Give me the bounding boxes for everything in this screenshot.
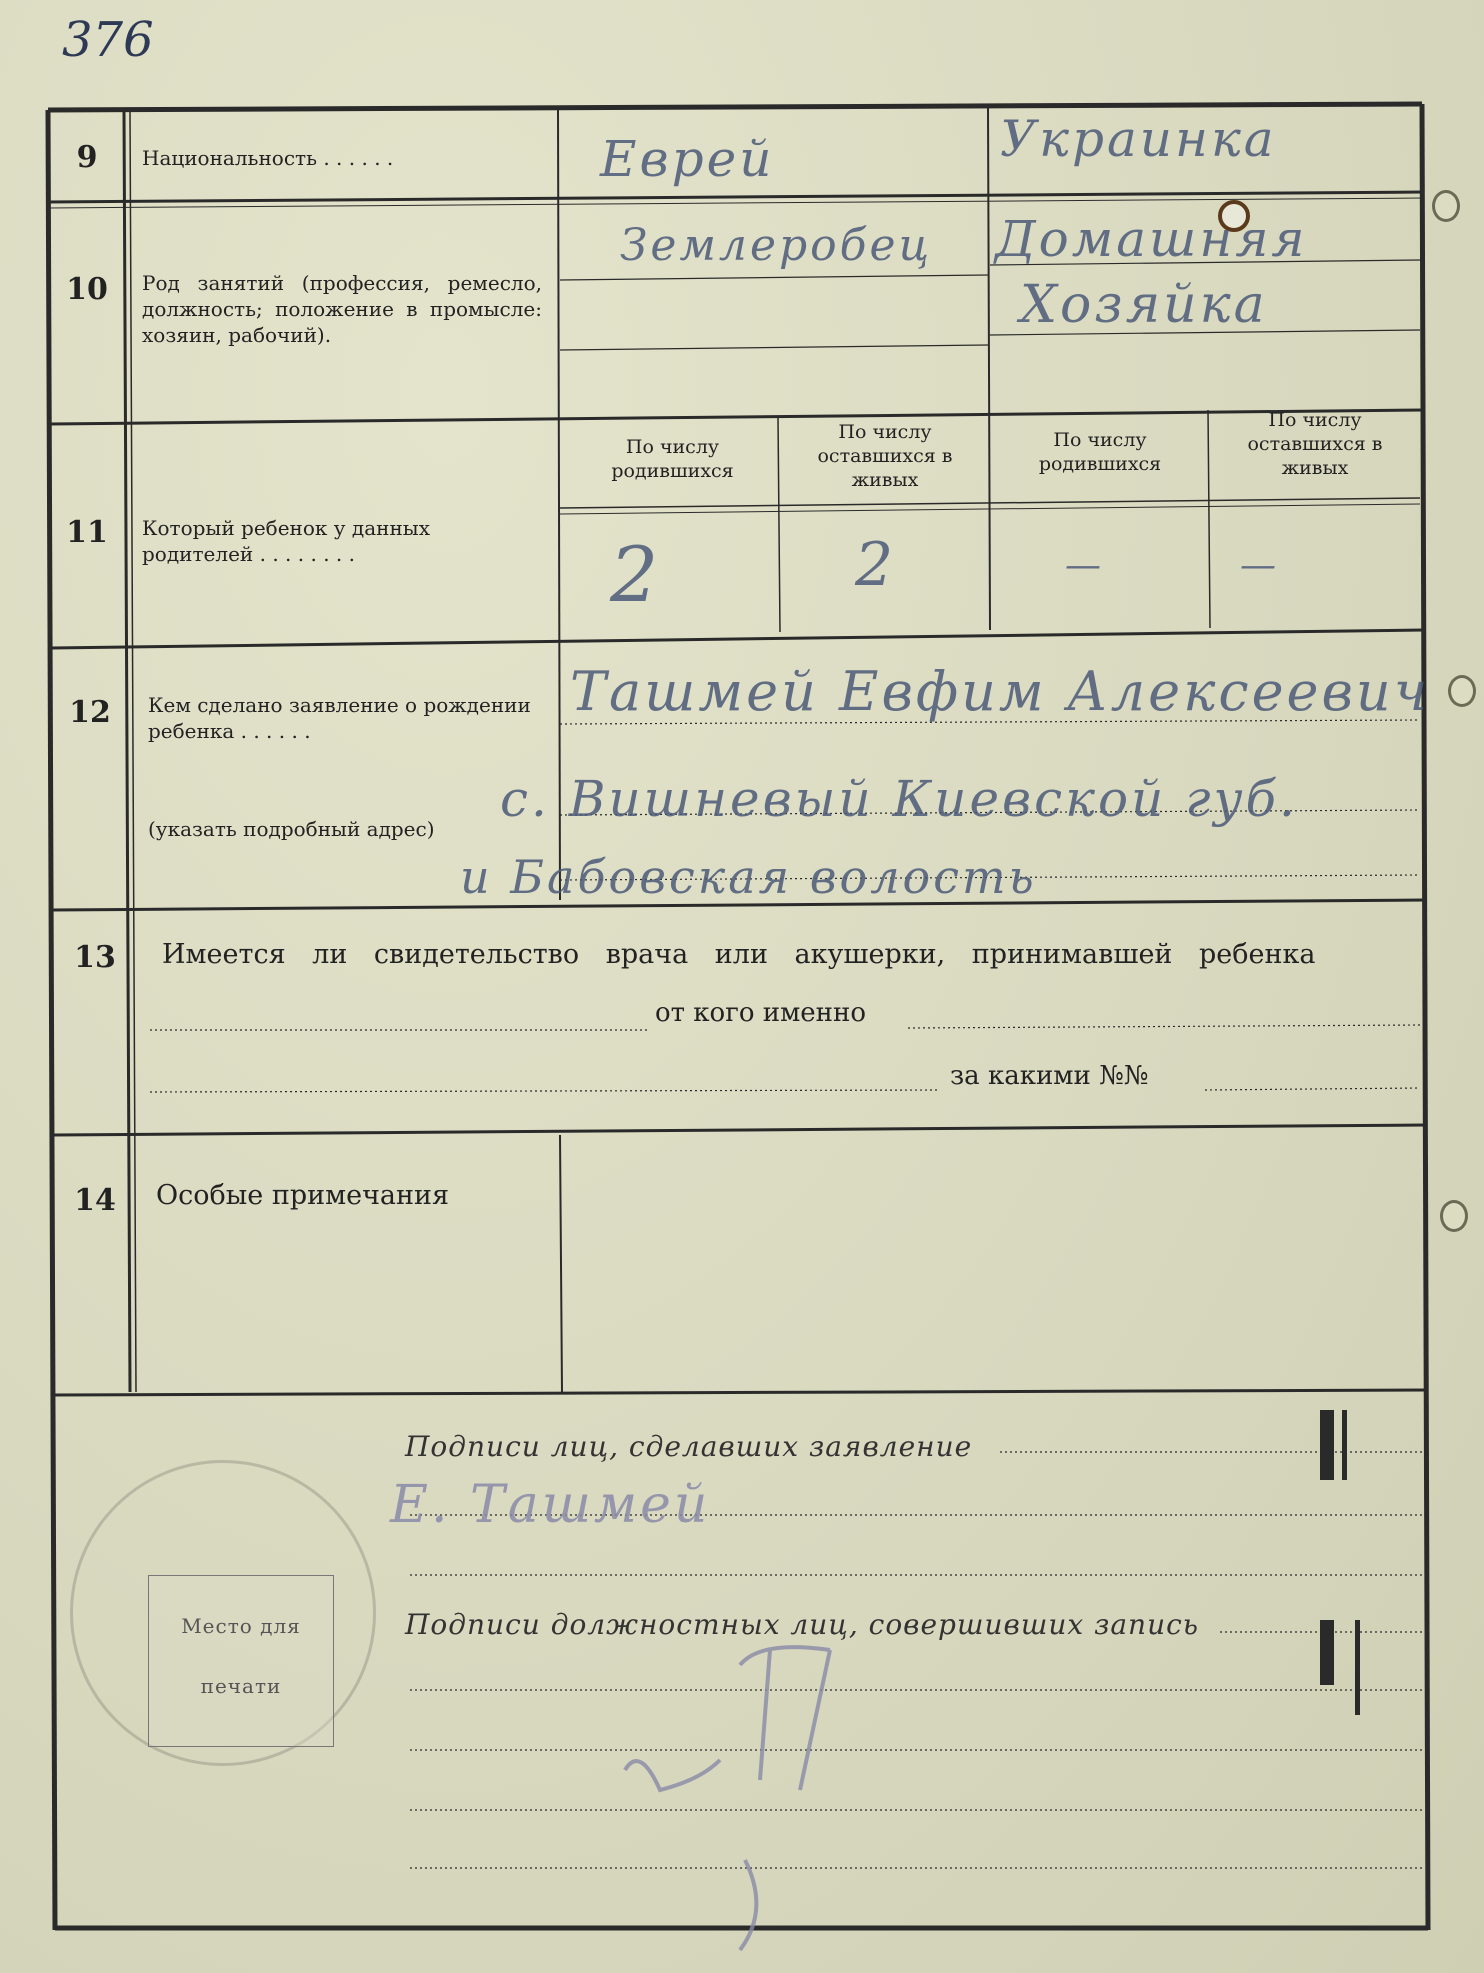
row-number: 11 bbox=[66, 515, 108, 550]
handwritten-value: с. Вишневый Киевской губ. bbox=[500, 770, 1298, 828]
address-hint: (указать подробный адрес) bbox=[148, 817, 435, 841]
page-number: 376 bbox=[62, 12, 154, 68]
handwritten-value: Ташмей Евфим Алексеевич bbox=[570, 660, 1431, 723]
handwritten-value: Домашняя bbox=[995, 210, 1308, 268]
row-label: от кого именно bbox=[655, 998, 866, 1028]
handwritten-value: — bbox=[1065, 545, 1104, 586]
stamp-label: печати bbox=[200, 1674, 282, 1698]
column-header: По числу оставшихся в живых bbox=[1247, 409, 1383, 479]
handwritten-value: Хозяйка bbox=[1020, 275, 1268, 335]
row-number: 9 bbox=[76, 140, 98, 175]
row-number: 12 bbox=[69, 695, 111, 730]
column-header: По числу родившихся bbox=[611, 436, 734, 482]
row-number: 14 bbox=[74, 1183, 116, 1218]
row-label: Особые примечания bbox=[156, 1180, 450, 1211]
column-header: По числу родившихся bbox=[1038, 429, 1162, 475]
row-number: 10 bbox=[66, 272, 108, 307]
stamp-label: Место для bbox=[181, 1614, 301, 1638]
officials-signature-label: Подписи должностных лиц, совершивших запись bbox=[405, 1608, 1200, 1641]
row-label: Кем сделано заявление о рождении ребенка . . . . . . bbox=[148, 693, 531, 743]
handwritten-value: и Бабовская волость bbox=[460, 850, 1037, 904]
row-label: Род занятий (профессия, ремесло, должность; положение в промысле: хозяин, рабочий). bbox=[142, 271, 542, 347]
row-label: Который ребенок у данных родителей . . . . . . . . bbox=[142, 516, 430, 566]
handwritten-value: Украинка bbox=[1000, 110, 1277, 168]
row-number: 13 bbox=[74, 940, 116, 975]
stamp-place bbox=[148, 1575, 334, 1747]
applicant-signature: Е. Ташмей bbox=[390, 1475, 711, 1535]
row-label: за какими №№ bbox=[950, 1061, 1149, 1091]
row-label: Национальность . . . . . . bbox=[142, 146, 394, 170]
row-label: Имеется ли свидетельство врача или акушерки, принимавшей ребенка bbox=[162, 939, 1316, 970]
handwritten-value: 2 bbox=[610, 530, 662, 619]
column-header: По числу оставшихся в живых bbox=[817, 421, 953, 491]
handwritten-value: Еврей bbox=[600, 130, 775, 188]
handwritten-value: Землеробец bbox=[620, 220, 933, 271]
handwritten-value: — bbox=[1240, 545, 1279, 586]
applicants-signature-label: Подписи лиц, сделавших заявление bbox=[405, 1430, 973, 1463]
handwritten-value: 2 bbox=[855, 530, 897, 600]
